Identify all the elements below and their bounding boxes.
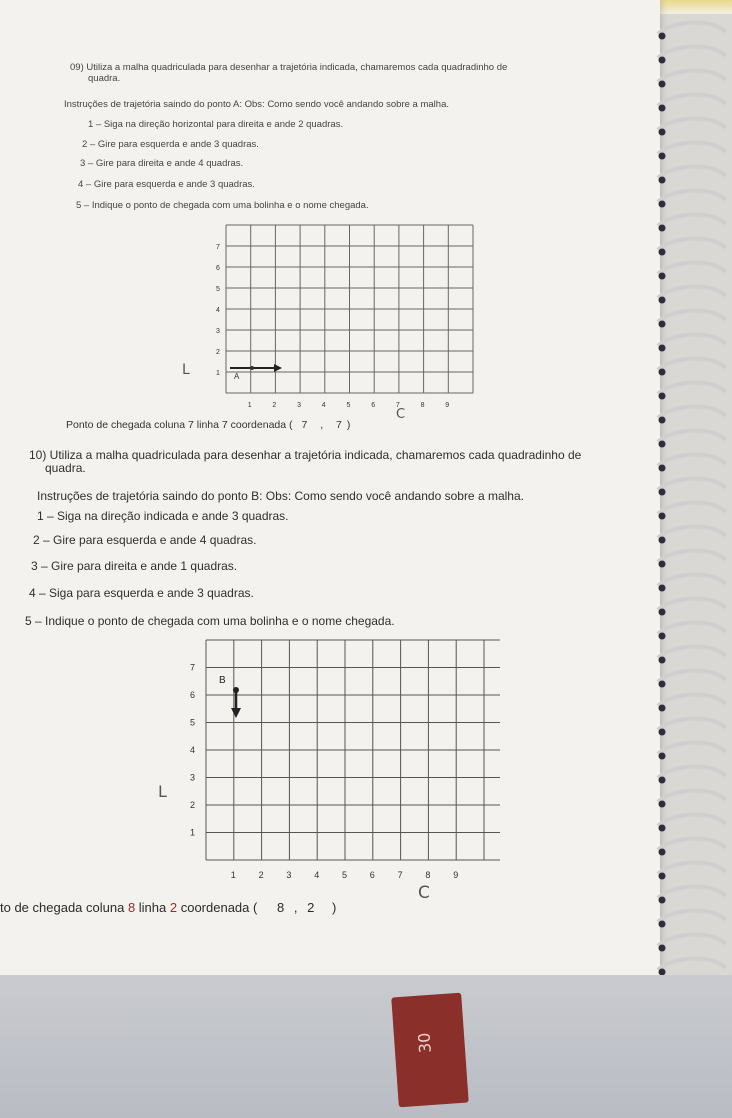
spiral-coil [658, 502, 726, 514]
spiral-hole [659, 633, 666, 640]
x-tick-label: 5 [346, 402, 351, 409]
spiral-coil [658, 22, 726, 34]
y-tick-label: 6 [190, 690, 196, 700]
spiral-coil [658, 46, 726, 58]
y-tick-label: 7 [190, 662, 196, 673]
spiral-coil [658, 358, 726, 370]
spiral-coil [658, 886, 726, 898]
y-tick-label: 5 [190, 717, 196, 728]
spiral-hole [659, 417, 666, 424]
spiral-hole [659, 369, 666, 376]
x-tick-label: 6 [369, 870, 375, 880]
spiral-coil [658, 814, 726, 826]
price-tag-text: 30 [414, 1032, 435, 1054]
x-tick-label: 8 [420, 402, 425, 409]
ex9-title: 09) Utiliza a malha quadriculada para desenhar a trajetória indicada, chamaremos cada quadradinho de [70, 62, 508, 73]
ex10-start-label: B [219, 675, 226, 686]
spiral-hole [659, 129, 666, 136]
ex10-step-3: 3 – Gire para direita e ande 1 quadras. [31, 559, 238, 573]
ex10-answer-mid2: coordenada ( [177, 900, 258, 915]
ex10-answer-y: 2 [307, 900, 315, 915]
ex10-answer-line [0, 900, 336, 915]
spiral-coil [658, 862, 726, 874]
spiral-coil [658, 910, 726, 922]
y-tick-label: 1 [190, 827, 196, 838]
spiral-coil [658, 286, 726, 298]
x-tick-label: 5 [342, 870, 348, 880]
ex10-arrow-head [231, 708, 241, 718]
ex10-instructions-intro: Instruções de trajetória saindo do ponto B: Obs: Como sendo você andando sobre a malha. [37, 489, 524, 503]
spiral-binding [652, 18, 732, 978]
x-tick-label: 4 [321, 402, 326, 409]
spiral-hole [659, 753, 666, 760]
spiral-hole [659, 801, 666, 808]
spiral-hole [659, 33, 666, 40]
ex9-step-4: 4 – Gire para esquerda e ande 3 quadras. [78, 179, 255, 190]
ex9-grid [170, 215, 490, 415]
x-tick-label: 9 [445, 402, 450, 409]
y-tick-label: 2 [216, 349, 220, 356]
x-tick-label: 7 [395, 402, 400, 409]
spiral-hole [659, 321, 666, 328]
x-tick-label: 1 [247, 402, 252, 409]
price-tag [391, 993, 469, 1108]
spiral-coil [658, 454, 726, 466]
ex9-answer-x: 7 [301, 419, 308, 431]
spiral-coil [658, 190, 726, 202]
spiral-hole [659, 825, 666, 832]
spiral-hole [659, 873, 666, 880]
spiral-hole [659, 297, 666, 304]
spiral-coil [658, 238, 726, 250]
spiral-hole [659, 441, 666, 448]
ex9-instructions-intro: Instruções de trajetória saindo do ponto A: Obs: Como sendo você andando sobre a malha. [64, 99, 449, 110]
ex10-step-2: 2 – Gire para esquerda e ande 4 quadras. [33, 533, 257, 547]
spiral-coil [658, 478, 726, 490]
x-tick-label: 3 [286, 870, 292, 880]
spiral-coil [658, 574, 726, 586]
spiral-coil [658, 382, 726, 394]
ex10-step-5: 5 – Indique o ponto de chegada com uma bolinha e o nome chegada. [25, 614, 395, 628]
ex10-answer-x: 8 [276, 900, 285, 915]
ex9-step-3: 3 – Gire para direita e ande 4 quadras. [80, 158, 244, 169]
ex10-step-4: 4 – Siga para esquerda e ande 3 quadras. [29, 586, 254, 600]
y-tick-label: 3 [190, 772, 196, 783]
spiral-coil [658, 598, 726, 610]
spiral-hole [659, 945, 666, 952]
y-tick-label: 6 [216, 265, 220, 272]
ex9-answer-y: 7 [336, 419, 342, 431]
ex9-start-point [250, 366, 254, 370]
ex10-title: 10) Utiliza a malha quadriculada para desenhar a trajetória indicada, chamaremos cada quadradinho de [29, 448, 582, 462]
x-tick-label: 9 [453, 870, 459, 880]
y-tick-label: 5 [216, 286, 220, 293]
ex10-start-point [233, 687, 239, 693]
y-tick-label: 7 [216, 244, 220, 251]
spiral-coil [658, 622, 726, 634]
spiral-hole [659, 897, 666, 904]
spiral-hole [659, 513, 666, 520]
spiral-coil [658, 406, 726, 418]
spiral-hole [659, 177, 666, 184]
desk-surface [0, 975, 732, 1118]
y-tick-label: 2 [190, 800, 196, 810]
spiral-coil [658, 430, 726, 442]
spiral-hole [659, 921, 666, 928]
ex10-answer-mid: linha [135, 900, 170, 915]
spiral-hole [659, 465, 666, 472]
x-tick-label: 8 [425, 870, 431, 880]
spiral-coil [658, 646, 726, 658]
y-tick-label: 4 [216, 307, 220, 314]
spiral-coil [658, 934, 726, 946]
spiral-coil [658, 310, 726, 322]
spiral-coil [658, 262, 726, 274]
ex9-step-2: 2 – Gire para esquerda e ande 3 quadras. [82, 139, 259, 150]
ex9-margin-mark: L [182, 362, 190, 378]
y-tick-label: 1 [216, 370, 220, 377]
spiral-coil [658, 214, 726, 226]
ex10-step-1: 1 – Siga na direção indicada e ande 3 quadras. [37, 509, 289, 523]
spiral-hole [659, 273, 666, 280]
spiral-coil [658, 334, 726, 346]
spiral-hole [659, 585, 666, 592]
spiral-hole [659, 705, 666, 712]
spiral-coil [658, 790, 726, 802]
spiral-hole [659, 561, 666, 568]
spiral-coil [658, 94, 726, 106]
ex10-handwritten-c: C [418, 883, 430, 903]
spiral-coil [658, 670, 726, 682]
spiral-coil [658, 766, 726, 778]
x-tick-label: 1 [230, 870, 236, 880]
spiral-coil [658, 718, 726, 730]
spiral-coil [658, 742, 726, 754]
ex9-step-1: 1 – Siga na direção horizontal para direita e ande 2 quadras. [88, 119, 344, 130]
spiral-coil [658, 550, 726, 562]
spiral-hole [659, 777, 666, 784]
spiral-coil [658, 166, 726, 178]
x-tick-label: 3 [297, 402, 302, 409]
ex10-answer-col: 8 [127, 900, 136, 915]
x-tick-label: 6 [371, 402, 376, 409]
spiral-coil [658, 526, 726, 538]
spiral-hole [659, 201, 666, 208]
ex9-answer-prefix: Ponto de chegada coluna 7 linha 7 coordenada ( [66, 419, 293, 431]
ex10-grid [170, 634, 500, 884]
ex9-answer-line [66, 419, 350, 431]
spiral-hole [659, 849, 666, 856]
spiral-hole [659, 537, 666, 544]
ex9-handwritten-c: C [396, 407, 406, 422]
spiral-hole [659, 345, 666, 352]
spiral-hole [659, 105, 666, 112]
spiral-hole [659, 81, 666, 88]
spiral-coil [658, 70, 726, 82]
spiral-hole [659, 57, 666, 64]
spiral-coil [658, 838, 726, 850]
spiral-hole [659, 657, 666, 664]
x-tick-label: 2 [272, 402, 277, 409]
spiral-hole [659, 489, 666, 496]
spiral-hole [659, 681, 666, 688]
ex10-margin-mark: L [158, 782, 167, 801]
y-tick-label: 4 [190, 745, 196, 755]
x-tick-label: 4 [314, 870, 320, 880]
ex9-answer-sep: , [320, 419, 324, 431]
spiral-coil [658, 694, 726, 706]
spiral-coil [658, 142, 726, 154]
x-tick-label: 7 [397, 870, 403, 880]
ex10-title-cont: quadra. [45, 461, 86, 475]
spiral-coil [658, 958, 726, 970]
spiral-hole [659, 393, 666, 400]
spiral-hole [659, 249, 666, 256]
spiral-hole [659, 153, 666, 160]
spiral-hole [659, 225, 666, 232]
ex10-answer-sep: , [293, 900, 298, 915]
ex9-start-label: A [234, 372, 240, 381]
ex9-answer-close: ) [346, 419, 351, 431]
spiral-hole [659, 609, 666, 616]
ex10-answer-close: ) [331, 900, 337, 915]
spiral-coil [658, 118, 726, 130]
ex9-step-5: 5 – Indique o ponto de chegada com uma bolinha e o nome chegada. [76, 200, 369, 211]
ex10-answer-row: 2 [169, 900, 178, 915]
ex10-answer-prefix: to de chegada coluna [0, 900, 128, 915]
y-tick-label: 3 [216, 328, 220, 335]
ex9-title-cont: quadra. [88, 73, 121, 84]
spiral-hole [659, 729, 666, 736]
x-tick-label: 2 [258, 870, 264, 880]
ex9-arrow-head [274, 364, 282, 372]
